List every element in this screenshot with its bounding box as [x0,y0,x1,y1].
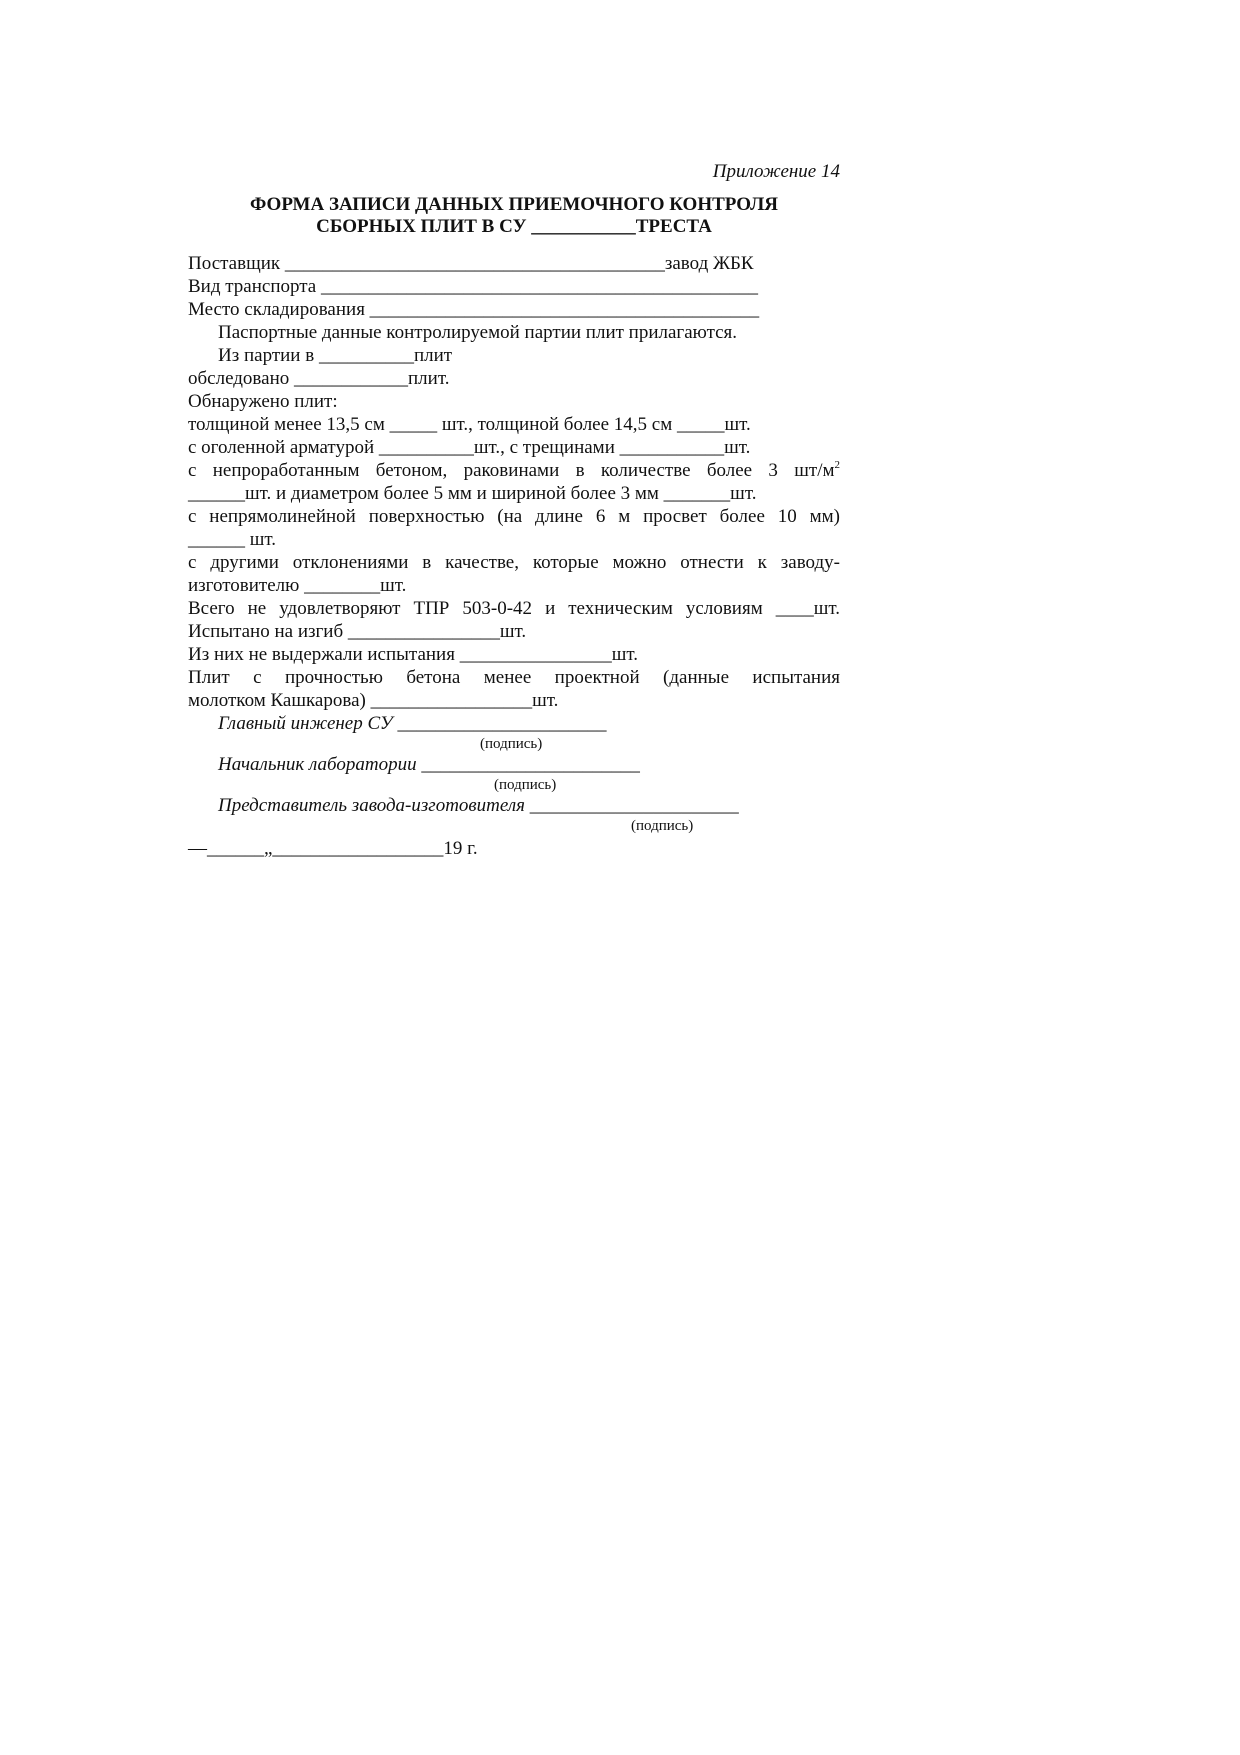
inspected-text: обследовано ____________плит. [188,368,450,389]
form-title-line2: СБОРНЫХ ПЛИТ В СУ ___________ТРЕСТА [316,216,712,237]
date-line: —______„__________________19 г. [188,838,478,859]
concrete-superscript: 2 [834,459,840,471]
supplier-field: Поставщик ________________________________________завод ЖБК [188,253,754,274]
found-text: Обнаружено плит: [188,391,338,412]
storage-field: Место складирования _________________________________________ [188,299,760,320]
signature-line: ______________________ [524,795,739,816]
signature-line: _______________________ [416,754,640,775]
signature-caption: (подпись) [480,736,543,752]
thickness-text: толщиной менее 13,5 см _____ шт., толщиной более 14,5 см _____шт. [188,414,751,435]
concrete-text-main: с непроработанным бетоном, раковинами в количестве более 3 шт/м [188,460,835,481]
signature-caption: (подпись) [494,777,557,793]
signature-lab-head [188,753,840,776]
surface-text-line2: ______ шт. [188,529,277,550]
form-title [188,194,840,238]
other-text-line1: с другими отклонениями в качестве, которые можно отнести к заводу- [188,552,840,573]
signature-caption: (подпись) [631,818,694,834]
total-text: Всего не удовлетворяют ТПР 503-0-42 и техническим условиям ____шт. [188,598,840,619]
signature-role: Представитель завода-изготовителя [218,795,525,816]
failed-text: Из них не выдержали испытания ________________шт. [188,644,638,665]
strength-text-line2: молотком Кашкарова) _________________шт. [188,690,559,711]
concrete-text-line1 [188,459,840,482]
signature-plant-rep [188,794,840,817]
signature-chief-engineer [188,712,840,735]
signature-role: Начальник лаборатории [218,754,417,775]
surface-text-line1: с непрямолинейной поверхностью (на длине 6 м просвет более 10 мм) [188,506,840,527]
rebar-text: с оголенной арматурой __________шт., с трещинами ___________шт. [188,437,751,458]
bend-text: Испытано на изгиб ________________шт. [188,621,527,642]
concrete-text-line2: ______шт. и диаметром более 5 мм и шириной более 3 мм _______шт. [188,483,757,504]
signature-line: ______________________ [392,713,607,734]
batch-text: Из партии в __________плит [218,345,453,366]
other-text-line2: изготовителю ________шт. [188,575,407,596]
transport-field: Вид транспорта ______________________________________________ [188,276,758,297]
strength-text-line1: Плит с прочностью бетона менее проектной (данные испытания [188,667,840,688]
form-title-line1: ФОРМА ЗАПИСИ ДАННЫХ ПРИЕМОЧНОГО КОНТРОЛЯ [249,194,778,215]
document-page [188,160,840,860]
passport-text: Паспортные данные контролируемой партии плит прилагаются. [218,322,738,343]
appendix-label: Приложение 14 [712,161,840,182]
signature-role: Главный инженер СУ [218,713,393,734]
